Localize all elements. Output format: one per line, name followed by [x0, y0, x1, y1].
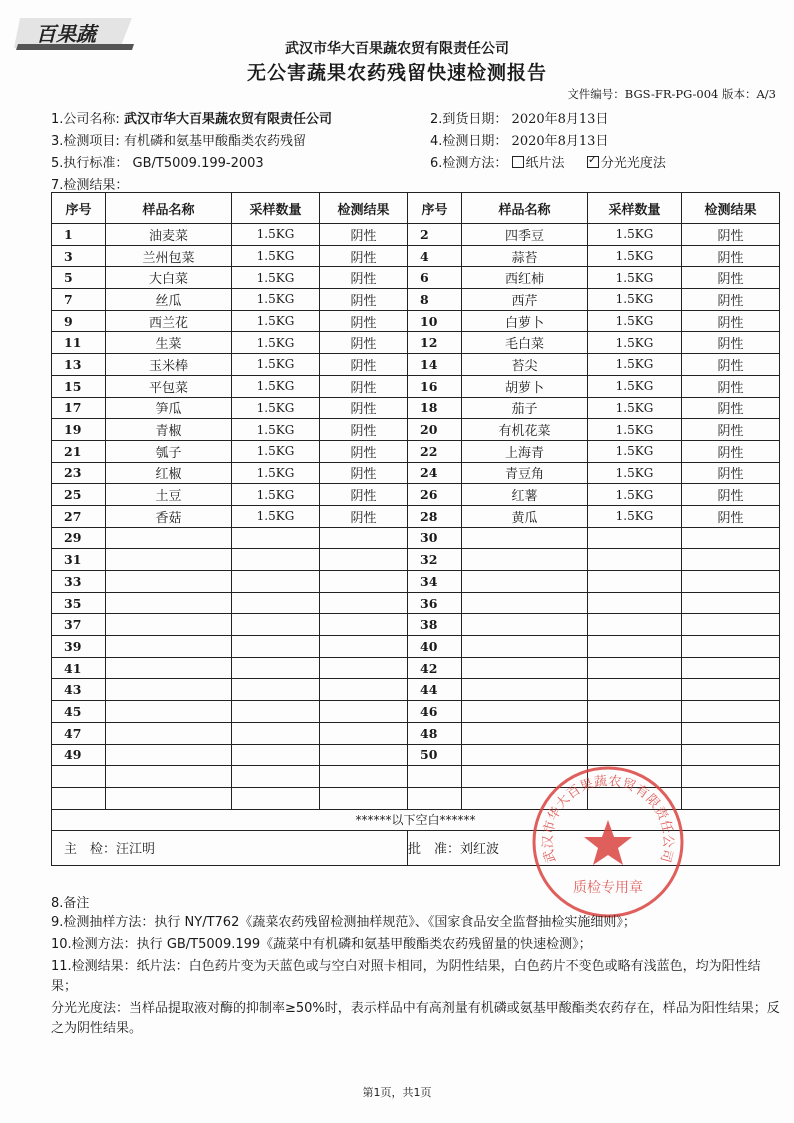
sample-no-cell: 44: [408, 679, 462, 701]
sample-qty-cell: [588, 722, 682, 744]
sample-qty-cell: 1.5KG: [588, 505, 682, 527]
sample-name-cell: 西芹: [462, 289, 588, 311]
sample-name-cell: 生菜: [106, 332, 232, 354]
sample-name-cell: 四季豆: [462, 224, 588, 246]
standard-value: GB/T5009.199-2003: [132, 156, 264, 171]
sample-qty-cell: 1.5KG: [588, 245, 682, 267]
sample-qty-cell: 1.5KG: [232, 267, 320, 289]
table-row: [52, 245, 780, 267]
sample-no-cell: [52, 787, 106, 809]
sample-qty-cell: 1.5KG: [232, 354, 320, 376]
standard-field: [51, 152, 264, 171]
test-result-cell: 阴性: [320, 224, 408, 246]
sample-no-cell: 20: [408, 419, 462, 441]
stamp-outer-text: 武汉市华大百果蔬农贸有限责任公司: [540, 773, 676, 865]
sample-no-cell: 33: [52, 571, 106, 593]
test-result-cell: [682, 657, 780, 679]
test-result-cell: [682, 722, 780, 744]
sample-qty-cell: [588, 614, 682, 636]
sample-no-cell: 21: [52, 440, 106, 462]
sample-qty-cell: 1.5KG: [588, 440, 682, 462]
sample-no-cell: 28: [408, 505, 462, 527]
sample-qty-cell: 1.5KG: [588, 375, 682, 397]
paper-method-label: 纸片法: [525, 156, 565, 171]
sample-qty-cell: 1.5KG: [232, 397, 320, 419]
sample-name-cell: [106, 592, 232, 614]
sample-qty-cell: [588, 592, 682, 614]
test-result-cell: [320, 571, 408, 593]
sample-no-cell: 9: [52, 310, 106, 332]
sample-no-cell: 35: [52, 592, 106, 614]
sample-no-cell: 41: [52, 657, 106, 679]
test-result-cell: 阴性: [682, 245, 780, 267]
sample-name-cell: [106, 614, 232, 636]
table-row: [52, 484, 780, 506]
sample-qty-cell: [232, 614, 320, 636]
sample-qty-cell: [588, 527, 682, 549]
method-field: [430, 152, 666, 171]
sample-no-cell: 18: [408, 397, 462, 419]
sample-no-cell: 39: [52, 636, 106, 658]
sample-name-cell: 青椒: [106, 419, 232, 441]
sample-no-cell: 5: [52, 267, 106, 289]
note-9-text: 《蔬菜农药残留检测抽样规范》、《国家食品安全监督抽检实施细则》；: [239, 915, 636, 930]
sample-qty-cell: 1.5KG: [232, 419, 320, 441]
sample-no-cell: 50: [408, 744, 462, 766]
sample-qty-cell: 1.5KG: [232, 245, 320, 267]
sample-qty-cell: 1.5KG: [588, 462, 682, 484]
sample-name-cell: [462, 722, 588, 744]
test-result-cell: 阴性: [320, 332, 408, 354]
sample-name-cell: 上海青: [462, 440, 588, 462]
sample-name-cell: [106, 787, 232, 809]
inspector-label: 主 检：: [64, 842, 117, 858]
sample-qty-cell: 1.5KG: [232, 289, 320, 311]
table-row: [52, 289, 780, 311]
table-row: [52, 571, 780, 593]
sample-name-cell: [106, 701, 232, 723]
note-9-standard: NY/T762: [184, 915, 240, 930]
sample-no-cell: 47: [52, 722, 106, 744]
column-header: 样品名称: [106, 193, 232, 224]
company-name-field: [51, 108, 332, 127]
company-name-label: 1.公司名称:: [51, 112, 120, 127]
sample-qty-cell: 1.5KG: [232, 224, 320, 246]
sample-name-cell: 兰州包菜: [106, 245, 232, 267]
page-number: 第1页，共1页: [362, 1086, 432, 1099]
sample-name-cell: 平包菜: [106, 375, 232, 397]
sample-name-cell: 蒜苔: [462, 245, 588, 267]
table-row: [52, 354, 780, 376]
test-result-cell: [320, 766, 408, 788]
test-result-cell: [320, 657, 408, 679]
sample-name-cell: 丝瓜: [106, 289, 232, 311]
sample-qty-cell: 1.5KG: [588, 354, 682, 376]
test-item-field: [51, 130, 306, 149]
sample-no-cell: 4: [408, 245, 462, 267]
test-result-cell: [682, 614, 780, 636]
sample-name-cell: 西红柿: [462, 267, 588, 289]
table-row: [52, 592, 780, 614]
sample-name-cell: 白萝卜: [462, 310, 588, 332]
test-result-cell: 阴性: [682, 462, 780, 484]
sample-qty-cell: [232, 571, 320, 593]
note-11: 11.检测结果：纸片法：白色药片变为天蓝色或与空白对照卡相同，为阴性结果，白色药片不变色或略有浅蓝色，均为阳性结果；: [51, 959, 761, 994]
paper-method-checkbox[interactable]: [512, 156, 524, 168]
sample-name-cell: 红椒: [106, 462, 232, 484]
test-result-cell: [320, 787, 408, 809]
test-result-cell: [682, 549, 780, 571]
note-10-prefix: 10.检测方法：执行: [51, 937, 167, 952]
sample-no-cell: 49: [52, 744, 106, 766]
table-row: [52, 549, 780, 571]
sample-qty-cell: [232, 722, 320, 744]
table-row: [52, 332, 780, 354]
sample-qty-cell: 1.5KG: [588, 289, 682, 311]
sample-no-cell: 14: [408, 354, 462, 376]
test-result-cell: 阴性: [682, 505, 780, 527]
report-title: 无公害蔬果农药残留快速检测报告: [246, 62, 547, 84]
sample-qty-cell: 1.5KG: [588, 310, 682, 332]
sample-name-cell: [462, 614, 588, 636]
sample-no-cell: 38: [408, 614, 462, 636]
sample-qty-cell: [232, 527, 320, 549]
test-date-field: [430, 130, 608, 149]
sample-name-cell: [106, 527, 232, 549]
sample-name-cell: [462, 701, 588, 723]
table-row: [52, 462, 780, 484]
test-result-cell: 阴性: [320, 440, 408, 462]
table-row: [52, 679, 780, 701]
test-item-value: 有机磷和氨基甲酸酯类农药残留: [123, 134, 306, 149]
test-item-label: 3.检测项目:: [51, 134, 120, 149]
test-result-cell: [682, 787, 780, 809]
sample-no-cell: 48: [408, 722, 462, 744]
test-result-cell: 阴性: [320, 310, 408, 332]
table-row: [52, 701, 780, 723]
arrival-date-label: 2.到货日期：: [430, 112, 508, 127]
sample-qty-cell: [588, 679, 682, 701]
test-result-cell: [320, 549, 408, 571]
sample-no-cell: 23: [52, 462, 106, 484]
test-result-cell: 阴性: [682, 397, 780, 419]
sample-name-cell: 西兰花: [106, 310, 232, 332]
column-header: 检测结果: [682, 193, 780, 224]
sample-no-cell: 16: [408, 375, 462, 397]
sample-no-cell: 2: [408, 224, 462, 246]
column-header: 检测结果: [320, 193, 408, 224]
test-result-cell: 阴性: [682, 440, 780, 462]
sample-no-cell: 11: [52, 332, 106, 354]
table-row: [52, 505, 780, 527]
sample-qty-cell: 1.5KG: [232, 375, 320, 397]
test-result-cell: [682, 744, 780, 766]
sample-qty-cell: [588, 636, 682, 658]
sample-qty-cell: 1.5KG: [588, 267, 682, 289]
arrival-date-value: 2020年8月13日: [511, 112, 609, 127]
sample-no-cell: 7: [52, 289, 106, 311]
sample-name-cell: [106, 744, 232, 766]
sample-qty-cell: [232, 766, 320, 788]
sample-no-cell: 32: [408, 549, 462, 571]
sample-no-cell: 3: [52, 245, 106, 267]
test-result-cell: [682, 636, 780, 658]
sample-no-cell: 30: [408, 527, 462, 549]
sample-qty-cell: [232, 701, 320, 723]
inspector-cell: [52, 830, 408, 865]
sample-no-cell: 29: [52, 527, 106, 549]
table-row: [52, 310, 780, 332]
sample-name-cell: 香菇: [106, 505, 232, 527]
table-row: [52, 397, 780, 419]
sample-name-cell: 胡萝卜: [462, 375, 588, 397]
column-header: 采样数量: [232, 193, 320, 224]
note-9-prefix: 9.检测抽样方法：执行: [51, 915, 185, 930]
sample-name-cell: 毛白菜: [462, 332, 588, 354]
sample-no-cell: 27: [52, 505, 106, 527]
sample-qty-cell: 1.5KG: [232, 505, 320, 527]
test-result-cell: 阴性: [682, 267, 780, 289]
test-date-value: 2020年8月13日: [511, 134, 609, 149]
test-result-cell: [682, 527, 780, 549]
sample-no-cell: [52, 766, 106, 788]
approver-label: 批 准：: [408, 842, 461, 858]
note-10-standard: GB/T5009.199: [166, 937, 261, 952]
column-header: 序号: [408, 193, 462, 224]
sample-name-cell: [462, 636, 588, 658]
sample-no-cell: 43: [52, 679, 106, 701]
sample-name-cell: [462, 657, 588, 679]
arrival-date-field: [430, 108, 608, 127]
sample-qty-cell: 1.5KG: [588, 419, 682, 441]
sample-qty-cell: [232, 592, 320, 614]
sample-qty-cell: [588, 549, 682, 571]
sample-qty-cell: [232, 657, 320, 679]
test-result-cell: [682, 592, 780, 614]
sample-no-cell: 12: [408, 332, 462, 354]
test-result-cell: 阴性: [682, 224, 780, 246]
sample-no-cell: [408, 787, 462, 809]
note-11-spectro: 分光光度法：当样品提取液对酶的抑制率≥50%时，表示样品中有高剂量有机磷或氨基甲酸酯类农药存在，样品为阳性结果；反之为阴性结果。: [51, 1001, 780, 1036]
test-result-cell: [320, 744, 408, 766]
test-result-cell: [320, 614, 408, 636]
table-row: [52, 440, 780, 462]
table-header-row: [52, 193, 780, 224]
standard-label: 5.执行标准：: [51, 156, 129, 171]
test-result-cell: [320, 722, 408, 744]
sample-qty-cell: 1.5KG: [588, 332, 682, 354]
test-result-cell: [320, 679, 408, 701]
sample-qty-cell: 1.5KG: [232, 310, 320, 332]
sample-no-cell: 34: [408, 571, 462, 593]
test-result-cell: 阴性: [320, 289, 408, 311]
sample-name-cell: [106, 679, 232, 701]
sample-no-cell: 19: [52, 419, 106, 441]
sample-no-cell: 10: [408, 310, 462, 332]
sample-name-cell: 瓠子: [106, 440, 232, 462]
sample-no-cell: 22: [408, 440, 462, 462]
test-result-cell: 阴性: [320, 245, 408, 267]
table-row: [52, 614, 780, 636]
test-result-cell: [320, 592, 408, 614]
sample-qty-cell: 1.5KG: [232, 484, 320, 506]
blank-note: ******以下空白******: [52, 809, 780, 830]
sample-no-cell: 31: [52, 549, 106, 571]
sample-no-cell: 1: [52, 224, 106, 246]
sample-qty-cell: 1.5KG: [588, 397, 682, 419]
sample-no-cell: 6: [408, 267, 462, 289]
sample-no-cell: 46: [408, 701, 462, 723]
method-label: 6.检测方法：: [430, 156, 508, 171]
sample-qty-cell: 1.5KG: [588, 224, 682, 246]
column-header: 采样数量: [588, 193, 682, 224]
note-10: [51, 935, 781, 955]
document-number: 文件编号：BGS-FR-PG-004 版本：A/3: [567, 87, 776, 101]
sample-name-cell: [462, 679, 588, 701]
test-result-cell: [682, 571, 780, 593]
test-result-cell: 阴性: [320, 375, 408, 397]
test-result-cell: 阴性: [682, 375, 780, 397]
table-body: [52, 224, 780, 810]
approver-name: 刘红波: [460, 842, 500, 858]
sample-name-cell: [462, 571, 588, 593]
table-row: [52, 636, 780, 658]
test-date-label: 4.检测日期：: [430, 134, 508, 149]
sample-no-cell: 15: [52, 375, 106, 397]
test-result-cell: 阴性: [682, 310, 780, 332]
table-row: [52, 375, 780, 397]
sample-name-cell: [106, 636, 232, 658]
test-result-cell: [320, 701, 408, 723]
sample-name-cell: [106, 766, 232, 788]
sample-no-cell: 36: [408, 592, 462, 614]
sample-name-cell: 油麦菜: [106, 224, 232, 246]
sample-name-cell: 有机花菜: [462, 419, 588, 441]
note-9: [51, 913, 781, 933]
test-result-cell: 阴性: [682, 354, 780, 376]
test-result-cell: [682, 766, 780, 788]
sample-name-cell: 土豆: [106, 484, 232, 506]
sample-qty-cell: [232, 744, 320, 766]
results-heading: 7.检测结果：: [51, 178, 129, 193]
sample-name-cell: [462, 527, 588, 549]
test-result-cell: 阴性: [320, 267, 408, 289]
sample-qty-cell: 1.5KG: [232, 440, 320, 462]
sample-name-cell: [106, 722, 232, 744]
sample-name-cell: 茄子: [462, 397, 588, 419]
test-result-cell: 阴性: [320, 419, 408, 441]
test-result-cell: [682, 701, 780, 723]
sample-no-cell: 26: [408, 484, 462, 506]
sample-name-cell: 玉米棒: [106, 354, 232, 376]
sample-name-cell: 大白菜: [106, 267, 232, 289]
sample-no-cell: 24: [408, 462, 462, 484]
inspector-name: 汪江明: [116, 842, 156, 858]
table-row: [52, 527, 780, 549]
sample-no-cell: 37: [52, 614, 106, 636]
test-result-cell: 阴性: [682, 419, 780, 441]
stamp-inner-text: 质检专用章: [573, 880, 643, 896]
sample-name-cell: [106, 657, 232, 679]
table-row: [52, 267, 780, 289]
test-result-cell: 阴性: [320, 397, 408, 419]
test-result-cell: 阴性: [320, 462, 408, 484]
test-result-cell: [320, 636, 408, 658]
sample-qty-cell: 1.5KG: [232, 462, 320, 484]
test-result-cell: 阴性: [320, 505, 408, 527]
sample-no-cell: 45: [52, 701, 106, 723]
sample-qty-cell: [232, 549, 320, 571]
test-result-cell: [320, 527, 408, 549]
sample-qty-cell: 1.5KG: [232, 332, 320, 354]
sample-name-cell: 红薯: [462, 484, 588, 506]
note-10-text: 《蔬菜中有机磷和氨基甲酸酯类农药残留量的快速检测》；: [260, 937, 592, 952]
spectro-method-checkbox[interactable]: [587, 156, 599, 168]
company-title: 武汉市华大百果蔬农贸有限责任公司: [285, 41, 509, 57]
sample-name-cell: [462, 549, 588, 571]
test-result-cell: 阴性: [682, 484, 780, 506]
sample-name-cell: 青豆角: [462, 462, 588, 484]
sample-no-cell: 13: [52, 354, 106, 376]
sample-qty-cell: [588, 701, 682, 723]
table-row: [52, 722, 780, 744]
table-row: [52, 224, 780, 246]
spectro-method-label: 分光光度法: [600, 156, 666, 171]
column-header: 样品名称: [462, 193, 588, 224]
sample-no-cell: [408, 766, 462, 788]
sample-name-cell: 黄瓜: [462, 505, 588, 527]
sample-no-cell: 42: [408, 657, 462, 679]
sample-qty-cell: [232, 787, 320, 809]
company-name-value: 武汉市华大百果蔬农贸有限责任公司: [123, 112, 332, 127]
sample-name-cell: [106, 571, 232, 593]
sample-name-cell: 笋瓜: [106, 397, 232, 419]
sample-no-cell: 17: [52, 397, 106, 419]
sample-qty-cell: [232, 636, 320, 658]
sample-name-cell: [462, 592, 588, 614]
test-result-cell: 阴性: [682, 289, 780, 311]
sample-qty-cell: [232, 679, 320, 701]
sample-name-cell: [106, 549, 232, 571]
table-row: [52, 657, 780, 679]
test-result-cell: [682, 679, 780, 701]
sample-qty-cell: [588, 571, 682, 593]
column-header: 序号: [52, 193, 106, 224]
sample-no-cell: 8: [408, 289, 462, 311]
table-row: [52, 419, 780, 441]
sample-no-cell: 40: [408, 636, 462, 658]
note-8: 8.备注: [51, 896, 90, 911]
sample-no-cell: 25: [52, 484, 106, 506]
test-result-cell: 阴性: [320, 354, 408, 376]
sample-name-cell: 苔尖: [462, 354, 588, 376]
test-result-cell: 阴性: [320, 484, 408, 506]
sample-qty-cell: [588, 657, 682, 679]
svg-text:百果蔬: 百果蔬: [36, 22, 96, 46]
test-result-cell: 阴性: [682, 332, 780, 354]
sample-qty-cell: 1.5KG: [588, 484, 682, 506]
